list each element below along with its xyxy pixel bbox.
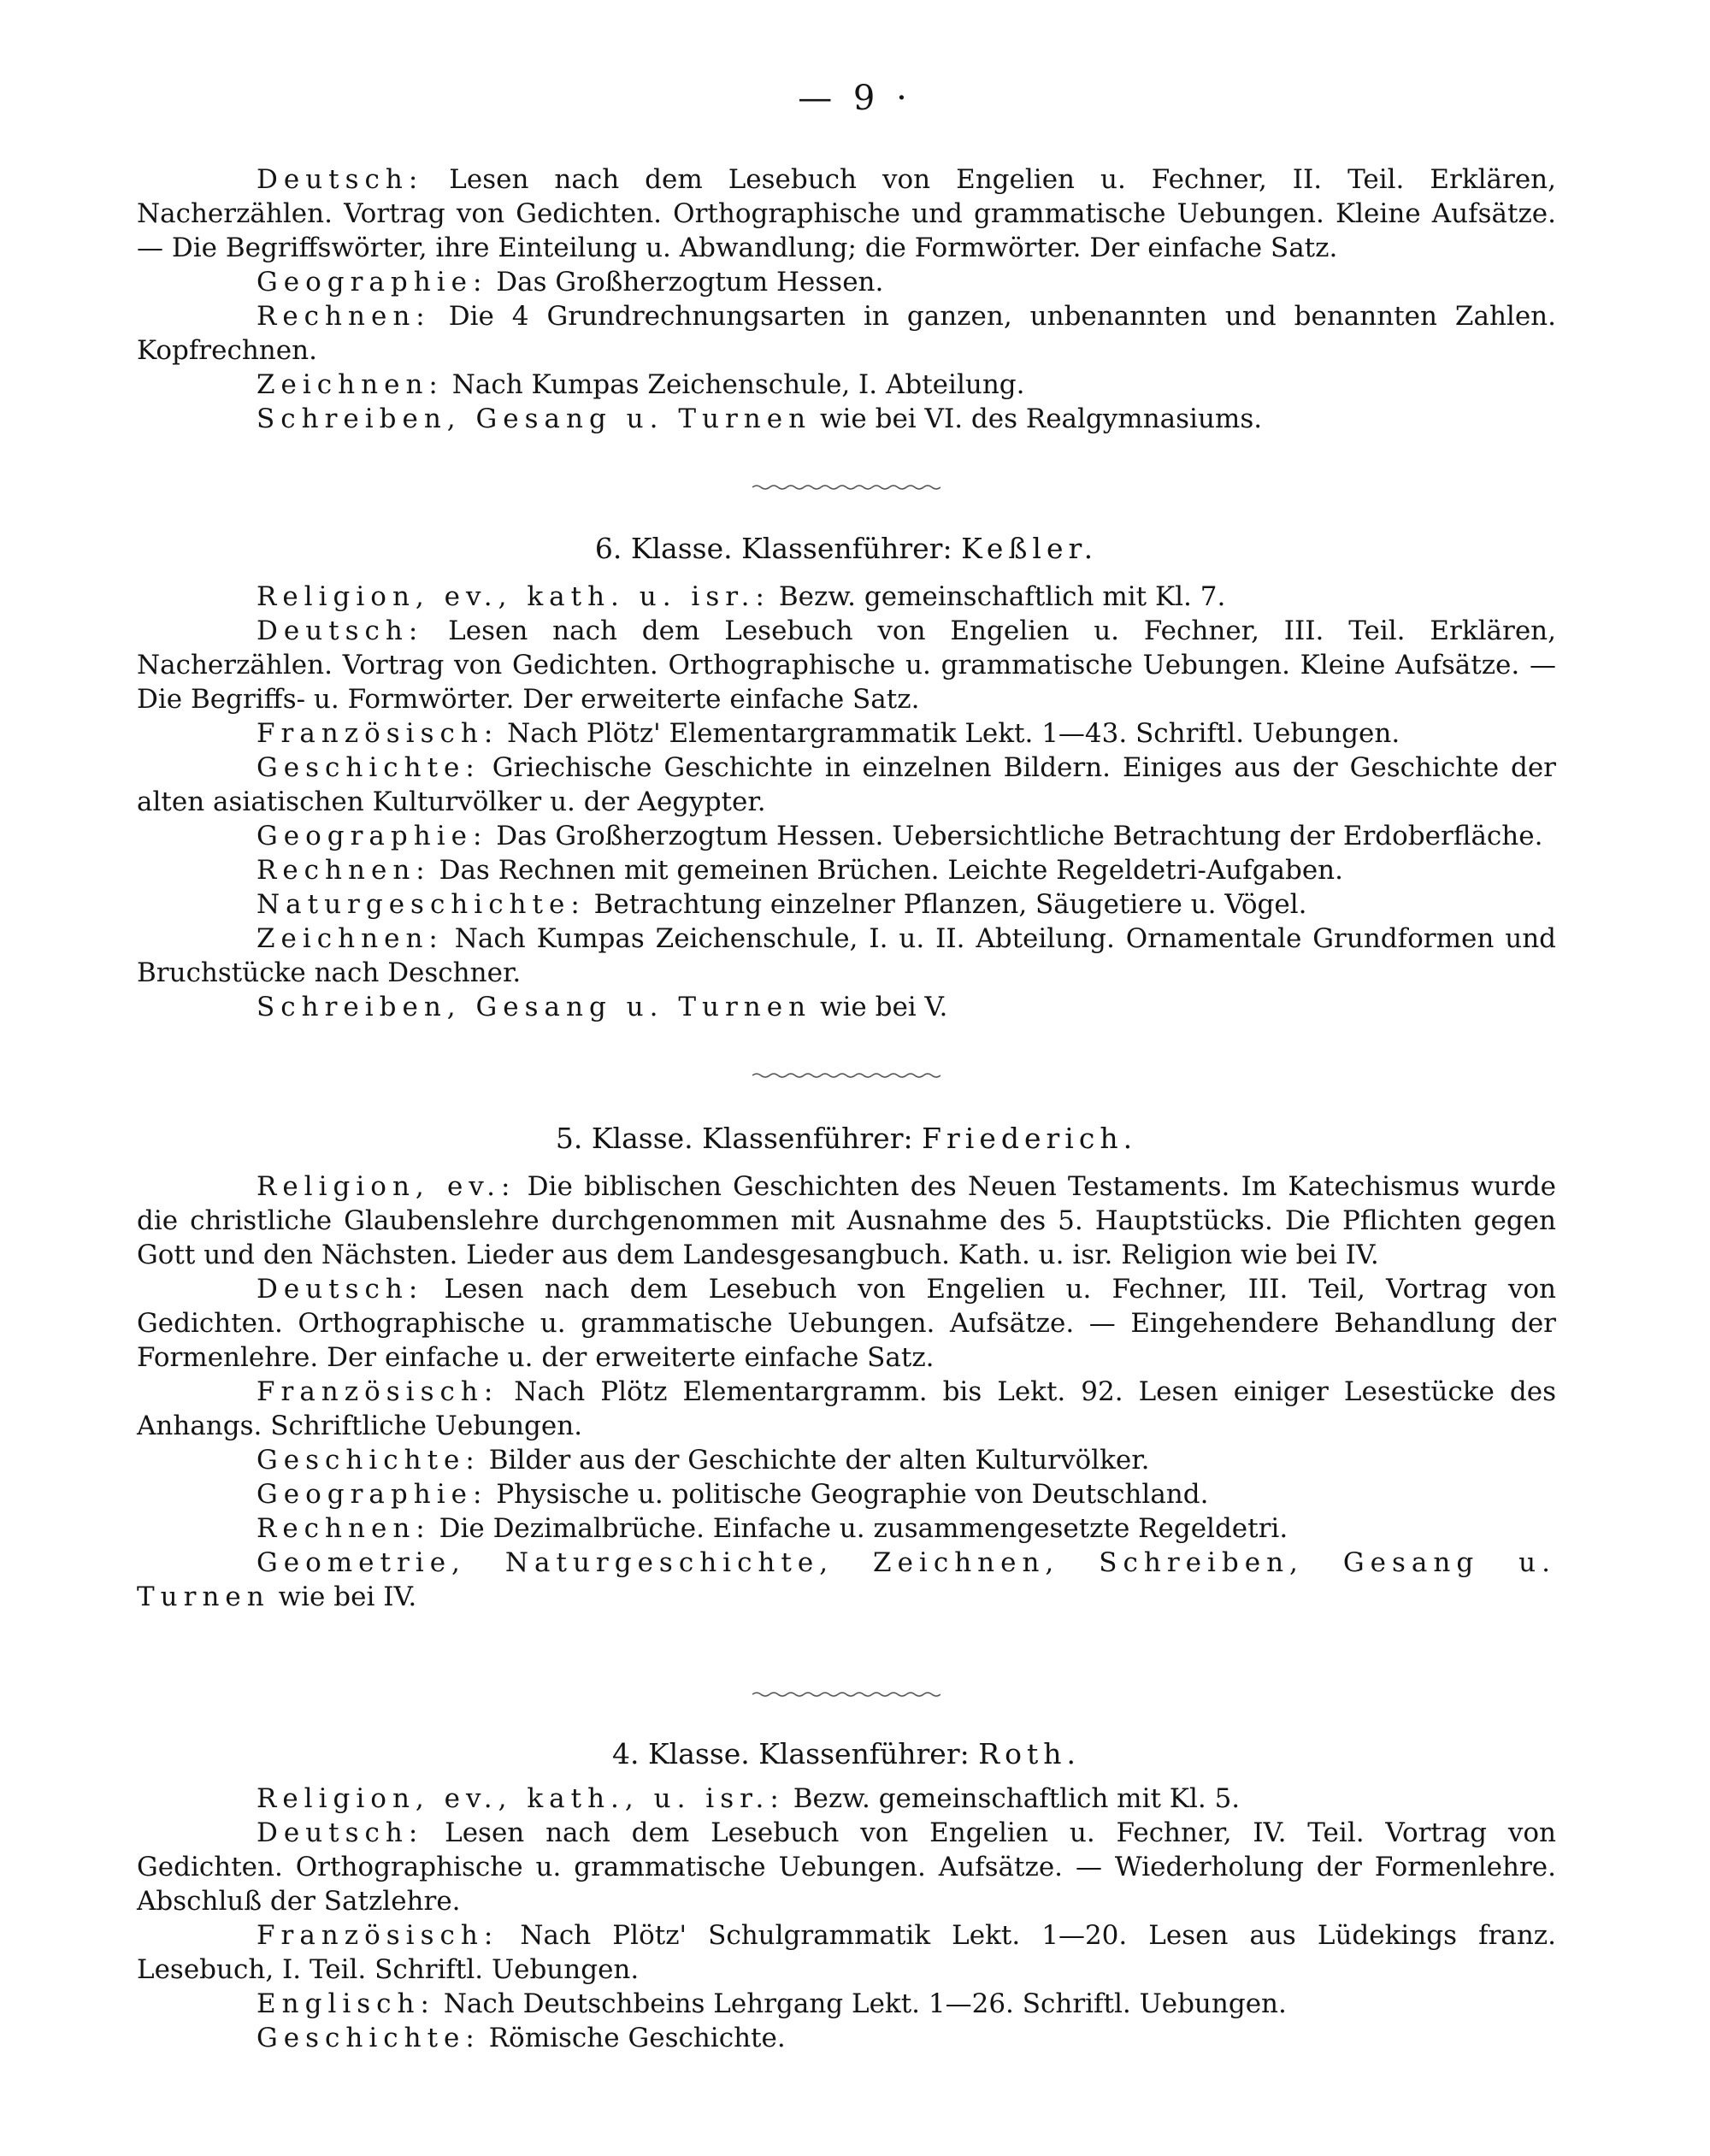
subject-label: Deutsch:: [256, 616, 424, 646]
section-heading: [137, 1735, 1556, 1773]
paragraph-text: Nach Kumpas Zeichenschule, I. Abteilung.: [451, 369, 1025, 400]
subject-label: Religion, ev., kath. u. isr.:: [256, 581, 770, 612]
subject-label: Rechnen:: [256, 301, 431, 332]
paragraph-text: Bilder aus der Geschichte der alten Kulturvölker.: [488, 1445, 1150, 1476]
leader-label: Klassenführer:: [741, 532, 952, 565]
paragraph-geschichte: [137, 1443, 1556, 1477]
subject-label: Englisch:: [256, 1988, 435, 2019]
wavy-separator: [752, 484, 940, 491]
paragraph-franzoesisch: [137, 1375, 1556, 1443]
paragraph-geographie: [137, 1477, 1556, 1511]
leader-name: Friederich.: [922, 1122, 1138, 1155]
subject-label: Naturgeschichte:: [256, 889, 586, 920]
paragraph-schreiben: [137, 990, 1556, 1024]
paragraph-text: wie bei V.: [819, 992, 948, 1022]
paragraph-text: Betrachtung einzelner Pflanzen, Säugetiere u. Vögel.: [593, 889, 1307, 920]
paragraph-text: Das Großherzogtum Hessen. Uebersichtliche Betrachtung der Erdoberfläche.: [496, 821, 1543, 851]
subject-label: Schreiben, Gesang u. Turnen: [256, 404, 812, 434]
paragraph-rechnen: [137, 1511, 1556, 1546]
paragraph-deutsch: [137, 1272, 1556, 1375]
paragraph-text: Lesen nach dem Lesebuch von Engelien u. Fechner, II. Teil. Erklären, Nacherzählen. Vortrag von Gedichten. Orthographische und grammatische Uebungen. Kleine Aufsätze. — Die Begriffswörter, ihre Einteilung u. Abwandlung; die Formwörter. Der einfache Satz.: [137, 164, 1556, 263]
subject-label: Geographie:: [256, 1479, 488, 1510]
paragraph-text: Lesen nach dem Lesebuch von Engelien u. Fechner, III. Teil. Erklären, Nacherzählen. Vortrag von Gedichten. Orthographische u. grammatische Uebungen. Kleine Aufsätze. — Die Begriffs- u. Formwörter. Der erweiterte einfache Satz.: [137, 616, 1556, 715]
subject-label: Geschichte:: [256, 752, 481, 783]
section-heading: [137, 530, 1556, 568]
subject-label: Zeichnen:: [256, 923, 444, 954]
paragraph-text: Das Großherzogtum Hessen.: [496, 267, 884, 297]
paragraph-deutsch: [137, 162, 1556, 265]
paragraph-text: Lesen nach dem Lesebuch von Engelien u. Fechner, IV. Teil. Vortrag von Gedichten. Orthographische u. grammatische Uebungen. Aufsätze. — Wiederholung der Formenlehre. Abschluß der Satzlehre.: [137, 1817, 1556, 1917]
subject-label: Rechnen:: [256, 855, 431, 886]
paragraph-rechnen: [137, 853, 1556, 887]
paragraph-zeichnen: [137, 368, 1556, 402]
leader-name: Roth.: [978, 1737, 1081, 1770]
section-class-5: [137, 1120, 1556, 1614]
paragraph-schreiben: [137, 402, 1556, 436]
paragraph-englisch: [137, 1987, 1556, 2021]
paragraph-text: Physische u. politische Geographie von Deutschland.: [496, 1479, 1209, 1510]
paragraph-geographie: [137, 819, 1556, 853]
paragraph-text: Das Rechnen mit gemeinen Brüchen. Leichte Regeldetri-Aufgaben.: [439, 855, 1343, 886]
section-class-4: [137, 1735, 1556, 2055]
paragraph-zeichnen: [137, 922, 1556, 990]
paragraph-religion: [137, 580, 1556, 614]
paragraph-deutsch: [137, 614, 1556, 716]
subject-label: Deutsch:: [256, 164, 424, 195]
leader-label: Klassenführer:: [758, 1737, 970, 1770]
wavy-separator: [752, 1691, 940, 1698]
paragraph-text: wie bei IV.: [278, 1582, 417, 1612]
section-class-6: [137, 530, 1556, 1024]
subject-label: Geschichte:: [256, 1445, 481, 1476]
wavy-separator: [752, 1072, 940, 1079]
class-title: 5. Klasse.: [555, 1122, 693, 1155]
subject-label: Rechnen:: [256, 1513, 431, 1544]
paragraph-text: Die 4 Grundrechnungsarten in ganzen, unbenannten und benannten Zahlen. Kopfrechnen.: [137, 301, 1557, 366]
paragraph-text: Lesen nach dem Lesebuch von Engelien u. Fechner, III. Teil, Vortrag von Gedichten. Orthographische u. grammatische Uebungen. Aufsätze. — Eingehendere Behandlung der Formenlehre. Der einfache u. der erweiterte einfache Satz.: [137, 1274, 1556, 1373]
paragraph-text: Nach Deutschbeins Lehrgang Lekt. 1—26. Schriftl. Uebungen.: [443, 1988, 1287, 2019]
subject-label: Religion, ev.:: [256, 1171, 516, 1202]
paragraph-text: wie bei VI. des Realgymnasiums.: [819, 404, 1263, 434]
subject-label: Deutsch:: [256, 1274, 424, 1305]
subject-label: Geometrie, Naturgeschichte, Zeichnen, Schreiben, Gesang u. Turnen: [137, 1547, 1556, 1612]
class-title: 6. Klasse.: [594, 532, 733, 565]
paragraph-text: Bezw. gemeinschaftlich mit Kl. 7.: [778, 581, 1226, 612]
subject-label: Geschichte:: [256, 2023, 481, 2053]
paragraph-text: Nach Plötz' Elementargrammatik Lekt. 1—43. Schriftl. Uebungen.: [507, 718, 1400, 749]
paragraph-religion: [137, 1782, 1556, 1816]
paragraph-deutsch: [137, 1816, 1556, 1918]
paragraph-geschichte: [137, 751, 1556, 819]
paragraph-naturgeschichte: [137, 887, 1556, 922]
paragraph-geometrie: [137, 1546, 1556, 1614]
section-heading: [137, 1120, 1556, 1158]
paragraph-text: Griechische Geschichte in einzelnen Bildern. Einiges aus der Geschichte der alten asiatischen Kulturvölker u. der Aegypter.: [137, 752, 1556, 817]
paragraph-franzoesisch: [137, 716, 1556, 751]
subject-label: Französisch:: [256, 1920, 499, 1951]
paragraph-geographie: [137, 265, 1556, 299]
intro-section: [137, 162, 1556, 436]
subject-label: Religion, ev., kath., u. isr.:: [256, 1783, 785, 1814]
page-number: — 9 ·: [798, 79, 912, 118]
subject-label: Zeichnen:: [256, 369, 444, 400]
paragraph-rechnen: [137, 299, 1556, 368]
subject-label: Französisch:: [256, 1376, 499, 1407]
paragraph-text: Römische Geschichte.: [488, 2023, 786, 2053]
paragraph-text: Die biblischen Geschichten des Neuen Testaments. Im Katechismus wurde die christliche Glaubenslehre durchgenommen mit Ausnahme des 5. Hauptstücks. Die Pflichten gegen Gott und den Nächsten. Lieder aus dem Landesgesangbuch. Kath. u. isr. Religion wie bei IV.: [137, 1171, 1557, 1270]
subject-label: Geographie:: [256, 267, 488, 297]
class-title: 4. Klasse.: [612, 1737, 750, 1770]
leader-label: Klassenführer:: [702, 1122, 913, 1155]
paragraph-franzoesisch: [137, 1918, 1556, 1987]
paragraph-religion: [137, 1169, 1556, 1272]
leader-name: Keßler.: [961, 532, 1099, 565]
paragraph-text: Nach Plötz' Schulgrammatik Lekt. 1—20. Lesen aus Lüdekings franz. Lesebuch, I. Teil. Schriftl. Uebungen.: [137, 1920, 1556, 1985]
subject-label: Schreiben, Gesang u. Turnen: [256, 992, 812, 1022]
paragraph-text: Bezw. gemeinschaftlich mit Kl. 5.: [793, 1783, 1241, 1814]
subject-label: Französisch:: [256, 718, 499, 749]
paragraph-text: Nach Kumpas Zeichenschule, I. u. II. Abteilung. Ornamentale Grundformen und Bruchstücke nach Deschner.: [137, 923, 1557, 988]
paragraph-text: Die Dezimalbrüche. Einfache u. zusammengesetzte Regeldetri.: [439, 1513, 1288, 1544]
subject-label: Geographie:: [256, 821, 488, 851]
paragraph-text: Nach Plötz Elementargramm. bis Lekt. 92. Lesen einiger Lesestücke des Anhangs. Schriftliche Uebungen.: [137, 1376, 1556, 1441]
subject-label: Deutsch:: [256, 1817, 424, 1848]
paragraph-geschichte: [137, 2021, 1556, 2055]
